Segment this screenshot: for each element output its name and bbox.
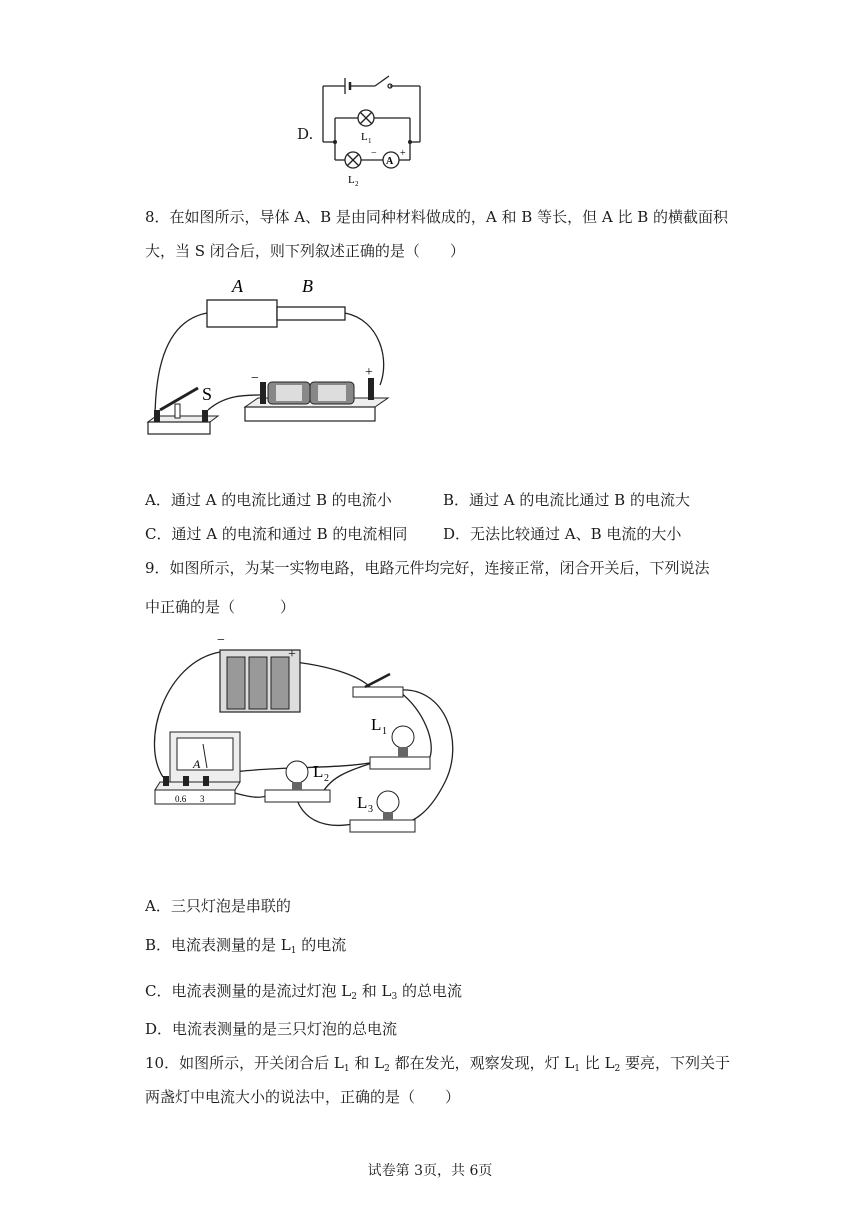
terminal-3: 3 bbox=[200, 794, 205, 804]
q10-line-1: 10．如图所示，开关闭合后 $L_1$ 和 $L_2$ 都在发光，观察发现，灯 $L_1$ 比 $L_2$ 要亮，下列关于 bbox=[145, 1054, 731, 1074]
q9-option-a: A．三只灯泡是串联的 bbox=[145, 897, 291, 915]
label-l2: L bbox=[348, 174, 355, 186]
label-l1-sub: 1 bbox=[368, 137, 372, 145]
circuit-diagram-d bbox=[315, 70, 430, 190]
battery-minus: − bbox=[217, 633, 225, 648]
label-b: B bbox=[302, 276, 313, 296]
ammeter-minus: − bbox=[371, 148, 377, 159]
q8-option-d: D．无法比较通过 A、B 电流的大小 bbox=[443, 525, 682, 543]
label-l1-sub: 1 bbox=[382, 726, 387, 737]
q9-option-b: B．电流表测量的是 $L_1$ 的电流 bbox=[145, 936, 347, 956]
q8-option-b: B．通过 A 的电流比通过 B 的电流大 bbox=[443, 491, 690, 509]
terminal-06: 0.6 bbox=[175, 794, 187, 804]
q9-line-2: 中正确的是（ ） bbox=[145, 598, 296, 616]
q9-line-1: 9．如图所示，为某一实物电路，电路元件均完好，连接正常，闭合开关后，下列说法 bbox=[145, 559, 710, 577]
q9-option-c: C．电流表测量的是流过灯泡 $L_2$ 和 $L_3$ 的总电流 bbox=[145, 982, 462, 1002]
label-l2-sub: 2 bbox=[355, 180, 359, 188]
label-l2: L bbox=[313, 762, 324, 781]
label-l1: L bbox=[361, 131, 368, 143]
q10-line-2: 两盏灯中电流大小的说法中，正确的是（ ） bbox=[145, 1088, 461, 1106]
q8-line-1: 8．在如图所示，导体 A、B 是由同种材料做成的，A 和 B 等长，但 A 比 B 的横截面积 bbox=[145, 208, 729, 226]
meter-label: A bbox=[193, 757, 201, 771]
label-l1: L bbox=[371, 715, 382, 734]
q8-line-2: 大，当 S 闭合后，则下列叙述正确的是（ ） bbox=[145, 242, 465, 260]
battery-plus: + bbox=[365, 365, 373, 380]
q8-option-c: C．通过 A 的电流和通过 B 的电流相同 bbox=[145, 525, 408, 543]
label-a: A bbox=[232, 276, 243, 296]
ammeter-plus: + bbox=[400, 148, 406, 159]
q9-option-d: D．电流表测量的是三只灯泡的总电流 bbox=[145, 1020, 398, 1038]
label-s: S bbox=[202, 384, 213, 404]
label-l3: L bbox=[357, 793, 368, 812]
battery-plus: + bbox=[288, 647, 296, 662]
q8-option-a: A．通过 A 的电流比通过 B 的电流小 bbox=[145, 491, 392, 509]
q9-circuit-figure bbox=[145, 632, 470, 847]
option-d-label: D. bbox=[297, 125, 314, 143]
q8-circuit-figure bbox=[140, 270, 400, 450]
label-l3-sub: 3 bbox=[368, 804, 373, 815]
battery-minus: − bbox=[251, 371, 259, 386]
page-footer: 试卷第 3页，共 6页 bbox=[367, 1163, 493, 1179]
ammeter-label: A bbox=[386, 156, 394, 167]
label-l2-sub: 2 bbox=[324, 773, 329, 784]
